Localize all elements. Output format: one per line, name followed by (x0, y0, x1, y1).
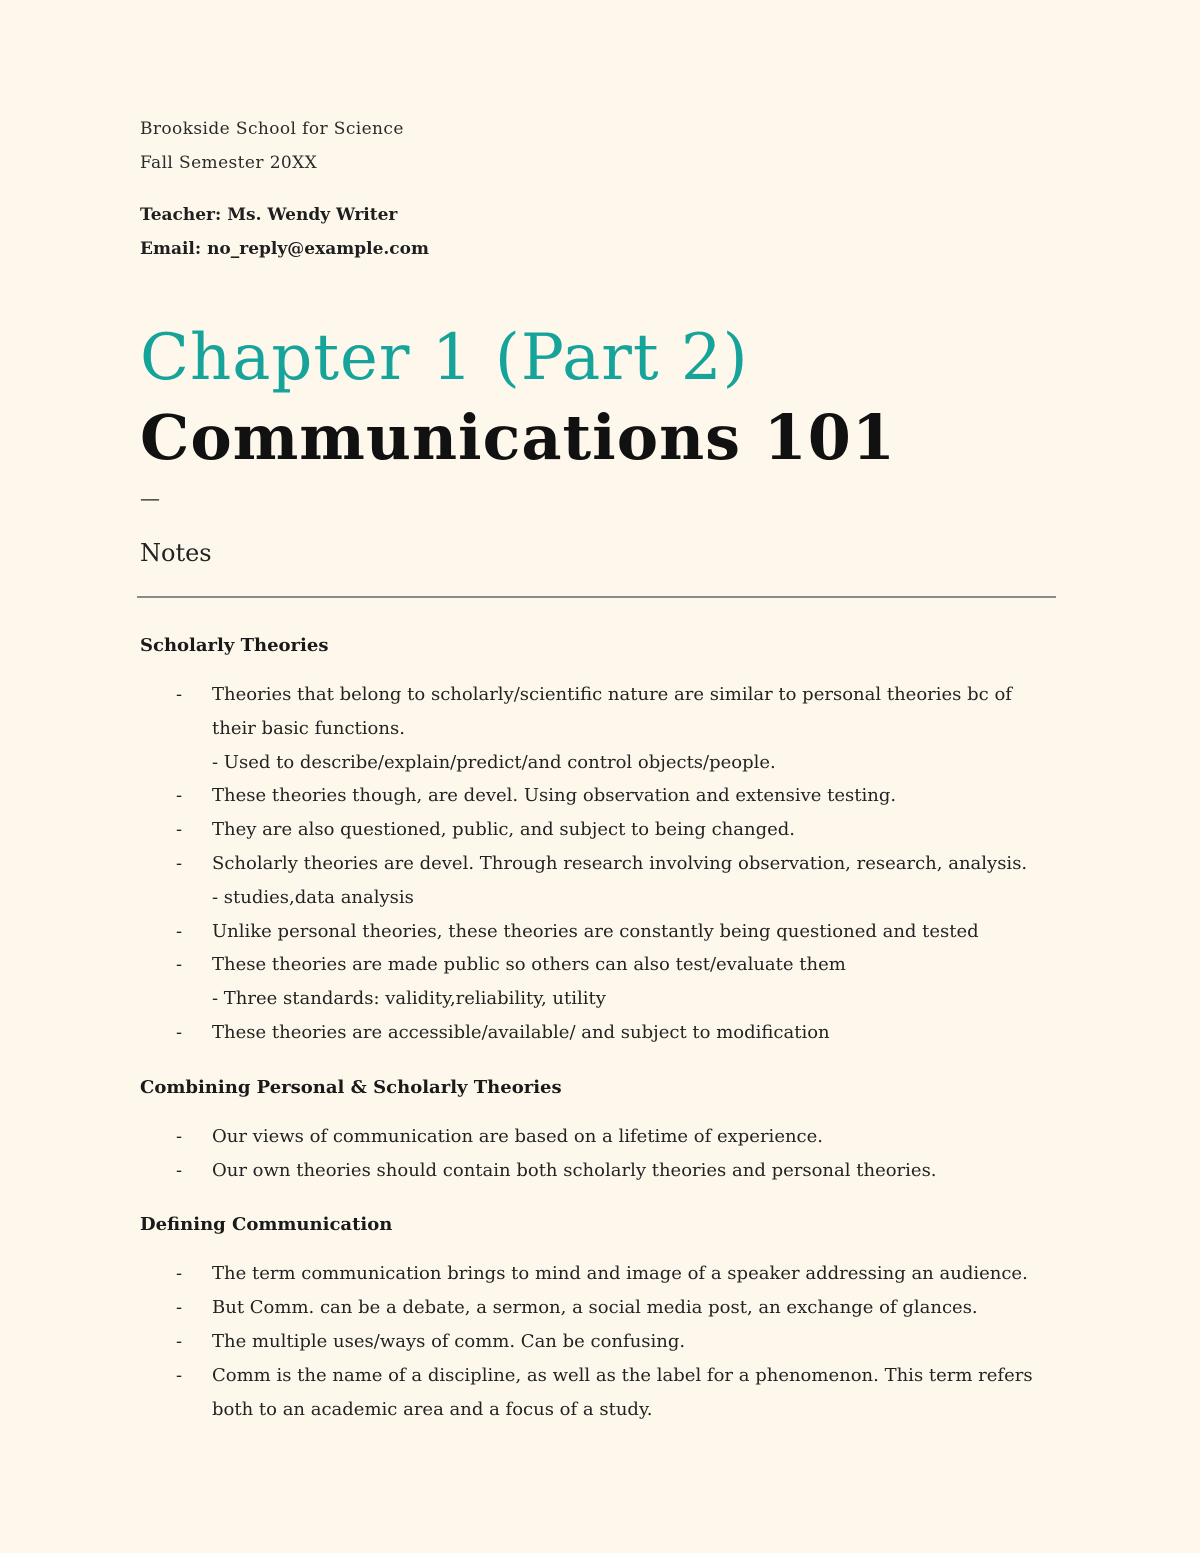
list-item (140, 813, 1058, 847)
section-title: Defining Communication (140, 1214, 393, 1236)
list-item-text: These theories though, are devel. Using observation and extensive testing. (212, 785, 897, 807)
list-item-subnote: - studies,data analysis (212, 886, 414, 908)
bullet-dash: - (176, 1159, 183, 1181)
list-item-text: Our views of communication are based on a lifetime of experience. (212, 1125, 824, 1147)
section-title: Scholarly Theories (140, 635, 329, 656)
semester: Fall Semester 20XX (140, 153, 318, 173)
course-title: Communications 101 (140, 401, 897, 474)
list-item-text: These theories are accessible/available/ and subject to modification (212, 1021, 830, 1043)
bullet-dash: - (176, 1364, 183, 1386)
list-item-text: Our own theories should contain both scholarly theories and personal theories. (212, 1159, 937, 1181)
list-item (140, 847, 1058, 915)
teacher-name: Teacher: Ms. Wendy Writer (140, 205, 398, 225)
list-item (140, 1359, 1058, 1427)
notes-heading: Notes (140, 539, 212, 567)
list-item (140, 948, 1058, 1016)
teacher-info (140, 198, 1058, 266)
notes-section (140, 1212, 1058, 1426)
list-item-subnote: - Used to describe/explain/predict/and control objects/people. (212, 751, 776, 773)
bullet-dash: - (176, 819, 183, 841)
list-item (140, 915, 1058, 949)
section-title: Combining Personal & Scholarly Theories (140, 1076, 562, 1098)
list-item (140, 1120, 1058, 1154)
list-item (140, 779, 1058, 813)
list-item (140, 678, 1058, 779)
list-item-text: These theories are made public so others can also test/evaluate them (212, 954, 846, 976)
list-item-text: Comm is the name of a discipline, as well as the label for a phenomenon. This term refers both to an academic area and a focus of a study. (212, 1364, 1033, 1420)
list-item-text: Unlike personal theories, these theories are constantly being questioned and tested (212, 920, 979, 942)
list-item-text: But Comm. can be a debate, a sermon, a social media post, an exchange of glances. (212, 1297, 978, 1319)
bullet-dash: - (176, 684, 183, 705)
document-page (140, 112, 1058, 1426)
bullet-dash: - (176, 852, 183, 874)
bullet-dash: - (176, 1297, 183, 1319)
list-item (140, 1154, 1058, 1188)
school-name: Brookside School for Science (140, 119, 404, 139)
teacher-email: Email: no_reply@example.com (140, 239, 429, 259)
bullet-list (140, 1257, 1058, 1426)
list-item (140, 1291, 1058, 1325)
list-item-text: Scholarly theories are devel. Through research involving observation, research, analysis. (212, 852, 1028, 874)
bullet-dash: - (176, 1125, 183, 1147)
list-item-text: The multiple uses/ways of comm. Can be confusing. (212, 1330, 686, 1352)
bullet-dash: - (176, 1263, 183, 1285)
notes-section (140, 1075, 1058, 1188)
bullet-list (140, 678, 1058, 1050)
list-item-subnote: - Three standards: validity,reliability, utility (212, 988, 606, 1010)
list-item-text: The term communication brings to mind and image of a speaker addressing an audience. (212, 1263, 1028, 1285)
bullet-dash: - (176, 1330, 183, 1352)
notes-section (140, 633, 1058, 1050)
bullet-dash: - (176, 785, 183, 807)
list-item-text: Theories that belong to scholarly/scientific nature are similar to personal theories bc of their basic functions. (212, 684, 1012, 739)
list-item (140, 1257, 1058, 1291)
list-item (140, 1325, 1058, 1359)
chapter-title: Chapter 1 (Part 2) (140, 321, 749, 395)
list-item-text: They are also questioned, public, and subject to being changed. (212, 819, 796, 841)
horizontal-rule (137, 596, 1056, 598)
notes-sections (140, 633, 1058, 1426)
list-item (140, 1016, 1058, 1050)
school-info (140, 112, 1058, 180)
bullet-list (140, 1120, 1058, 1188)
title-dash: — (140, 486, 160, 510)
bullet-dash: - (176, 954, 183, 976)
bullet-dash: - (176, 1021, 183, 1043)
bullet-dash: - (176, 920, 183, 942)
